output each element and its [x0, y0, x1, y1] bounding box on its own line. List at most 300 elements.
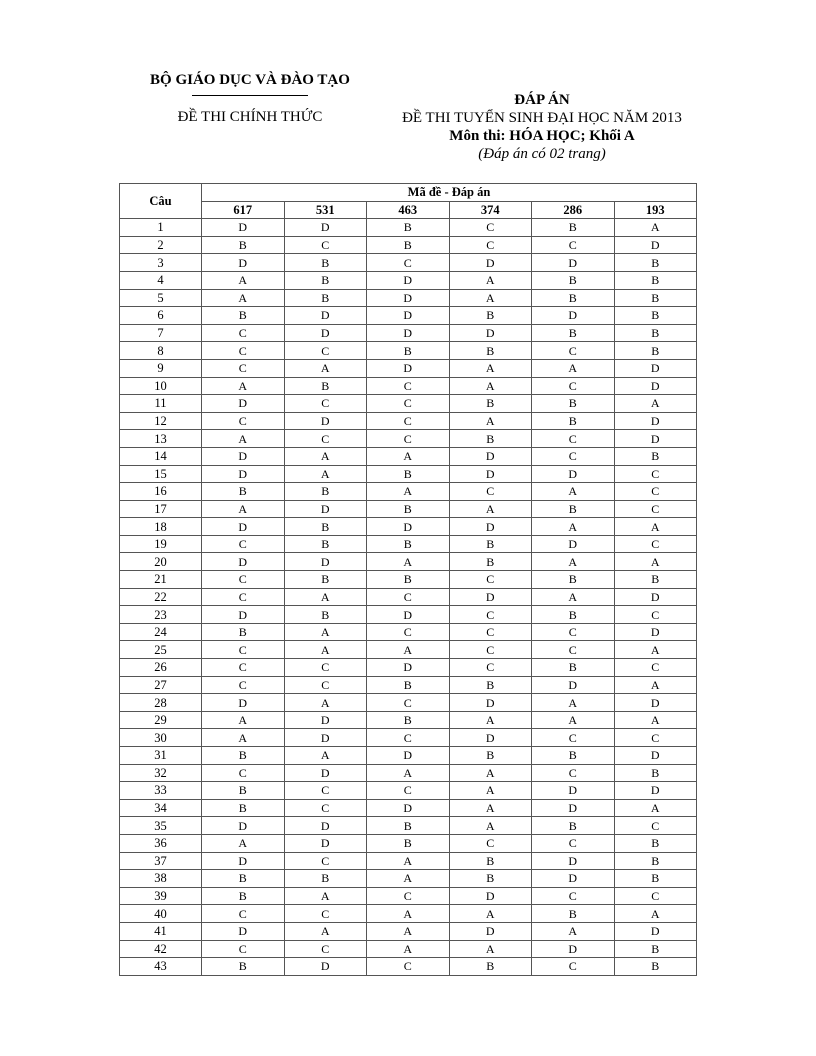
answer-cell: B — [202, 623, 285, 641]
question-column-header: Câu — [120, 184, 202, 219]
answer-cell: C — [202, 676, 285, 694]
table-row — [120, 747, 697, 765]
question-number: 11 — [120, 395, 202, 413]
answer-cell: A — [614, 711, 697, 729]
question-number: 28 — [120, 694, 202, 712]
table-row — [120, 342, 697, 360]
question-number: 17 — [120, 500, 202, 518]
answer-cell: B — [532, 659, 615, 677]
answer-cell: C — [202, 764, 285, 782]
answer-cell: D — [284, 307, 367, 325]
answer-cell: B — [202, 887, 285, 905]
table-row — [120, 307, 697, 325]
answer-cell: D — [284, 219, 367, 237]
table-row — [120, 430, 697, 448]
question-number: 25 — [120, 641, 202, 659]
answer-cell: B — [367, 500, 450, 518]
exam-code-header: 617 — [202, 201, 285, 219]
answer-cell: D — [202, 465, 285, 483]
answer-cell: B — [367, 817, 450, 835]
question-number: 1 — [120, 219, 202, 237]
answer-cell: C — [202, 940, 285, 958]
table-row — [120, 447, 697, 465]
answer-cell: C — [284, 342, 367, 360]
answer-cell: B — [284, 518, 367, 536]
question-number: 10 — [120, 377, 202, 395]
table-row — [120, 659, 697, 677]
answer-cell: C — [202, 588, 285, 606]
table-row — [120, 641, 697, 659]
answer-cell: A — [367, 483, 450, 501]
answer-cell: A — [614, 518, 697, 536]
question-number: 42 — [120, 940, 202, 958]
answer-cell: B — [614, 271, 697, 289]
question-number: 26 — [120, 659, 202, 677]
table-row — [120, 395, 697, 413]
answer-key-heading — [382, 91, 702, 163]
answer-cell: D — [367, 799, 450, 817]
answer-cell: C — [284, 430, 367, 448]
question-number: 20 — [120, 553, 202, 571]
answer-cell: C — [449, 641, 532, 659]
answer-cell: A — [284, 694, 367, 712]
question-number: 13 — [120, 430, 202, 448]
question-number: 21 — [120, 571, 202, 589]
question-number: 8 — [120, 342, 202, 360]
answer-cell: B — [614, 254, 697, 272]
table-row — [120, 870, 697, 888]
answer-cell: D — [202, 219, 285, 237]
answer-cell: C — [532, 623, 615, 641]
answer-cell: C — [532, 377, 615, 395]
table-row — [120, 535, 697, 553]
answer-cell: D — [449, 887, 532, 905]
answer-cell: A — [367, 922, 450, 940]
answer-cell: C — [284, 940, 367, 958]
answer-cell: A — [367, 641, 450, 659]
answer-cell: D — [202, 606, 285, 624]
table-row — [120, 377, 697, 395]
table-row — [120, 729, 697, 747]
answer-cell: C — [614, 465, 697, 483]
answer-cell: D — [284, 729, 367, 747]
answer-cell: A — [202, 500, 285, 518]
answer-cell: C — [202, 535, 285, 553]
answer-cell: B — [449, 553, 532, 571]
answer-cell: D — [614, 922, 697, 940]
answer-cell: B — [367, 676, 450, 694]
table-row — [120, 219, 697, 237]
question-number: 40 — [120, 905, 202, 923]
answer-cell: A — [284, 747, 367, 765]
table-row — [120, 606, 697, 624]
table-row — [120, 623, 697, 641]
answer-cell: B — [449, 852, 532, 870]
answer-cell: D — [284, 500, 367, 518]
question-number: 34 — [120, 799, 202, 817]
question-number: 37 — [120, 852, 202, 870]
answer-cell: D — [532, 799, 615, 817]
answer-cell: C — [284, 799, 367, 817]
answer-cell: A — [614, 676, 697, 694]
question-number: 14 — [120, 447, 202, 465]
answer-cell: C — [367, 729, 450, 747]
answer-cell: B — [532, 412, 615, 430]
answer-cell: D — [367, 307, 450, 325]
answer-cell: D — [284, 553, 367, 571]
table-row — [120, 359, 697, 377]
answer-cell: D — [449, 922, 532, 940]
answer-cell: D — [614, 782, 697, 800]
answer-cell: A — [449, 412, 532, 430]
answer-cell: D — [614, 588, 697, 606]
answer-cell: D — [449, 254, 532, 272]
question-number: 38 — [120, 870, 202, 888]
answer-cell: C — [614, 606, 697, 624]
question-number: 36 — [120, 834, 202, 852]
answer-cell: A — [614, 641, 697, 659]
question-number: 5 — [120, 289, 202, 307]
answer-cell: D — [202, 254, 285, 272]
answer-cell: B — [202, 799, 285, 817]
answer-cell: B — [449, 870, 532, 888]
answer-cell: D — [449, 729, 532, 747]
answer-cell: B — [284, 535, 367, 553]
table-row — [120, 500, 697, 518]
answer-cell: D — [532, 465, 615, 483]
answer-cell: B — [614, 324, 697, 342]
table-row — [120, 289, 697, 307]
question-number: 35 — [120, 817, 202, 835]
answer-cell: C — [284, 676, 367, 694]
answer-cell: B — [202, 307, 285, 325]
page-count-note: (Đáp án có 02 trang) — [478, 146, 606, 162]
table-row — [120, 958, 697, 976]
ministry-underline — [192, 95, 308, 96]
answer-cell: B — [532, 606, 615, 624]
table-header-row — [120, 184, 697, 202]
answer-cell: C — [367, 377, 450, 395]
answer-cell: C — [532, 430, 615, 448]
answer-cell: A — [532, 518, 615, 536]
answer-cell: C — [284, 395, 367, 413]
answer-cell: B — [532, 500, 615, 518]
answer-cell: D — [614, 694, 697, 712]
table-row — [120, 588, 697, 606]
answer-cell: C — [449, 606, 532, 624]
answer-cell: B — [367, 571, 450, 589]
answer-cell: B — [532, 324, 615, 342]
answer-cell: B — [449, 676, 532, 694]
table-row — [120, 571, 697, 589]
answer-cell: C — [449, 659, 532, 677]
answer-cell: A — [532, 483, 615, 501]
answer-cell: C — [614, 500, 697, 518]
answer-cell: A — [449, 289, 532, 307]
answer-cell: B — [202, 870, 285, 888]
table-row — [120, 940, 697, 958]
answer-cell: C — [449, 236, 532, 254]
answer-cell: B — [614, 571, 697, 589]
question-number: 33 — [120, 782, 202, 800]
question-number: 6 — [120, 307, 202, 325]
answer-cell: A — [614, 553, 697, 571]
answer-cell: B — [284, 606, 367, 624]
answer-cell: D — [449, 588, 532, 606]
table-row — [120, 764, 697, 782]
answer-cell: D — [532, 535, 615, 553]
exam-code-header: 374 — [449, 201, 532, 219]
question-number: 7 — [120, 324, 202, 342]
answer-cell: C — [367, 958, 450, 976]
answer-cell: C — [614, 659, 697, 677]
answer-cell: C — [202, 412, 285, 430]
answer-cell: D — [202, 852, 285, 870]
answer-cell: C — [367, 395, 450, 413]
answer-cell: C — [202, 659, 285, 677]
answer-cell: D — [284, 764, 367, 782]
question-number: 9 — [120, 359, 202, 377]
answer-cell: B — [532, 219, 615, 237]
answer-cell: D — [367, 659, 450, 677]
answer-cell: B — [202, 236, 285, 254]
answer-cell: A — [202, 289, 285, 307]
answer-cell: D — [532, 782, 615, 800]
question-number: 32 — [120, 764, 202, 782]
answer-cell: A — [202, 271, 285, 289]
table-row — [120, 676, 697, 694]
answer-cell: A — [202, 729, 285, 747]
answer-cell: C — [202, 641, 285, 659]
answer-cell: B — [367, 342, 450, 360]
answer-cell: A — [449, 940, 532, 958]
answer-cell: A — [367, 553, 450, 571]
answer-cell: A — [449, 711, 532, 729]
answer-cell: A — [284, 465, 367, 483]
table-row — [120, 553, 697, 571]
answer-cell: D — [202, 553, 285, 571]
answer-cell: D — [202, 518, 285, 536]
answer-cell: B — [532, 905, 615, 923]
answer-cell: C — [532, 958, 615, 976]
question-number: 2 — [120, 236, 202, 254]
answer-cell: B — [614, 307, 697, 325]
answer-cell: D — [614, 430, 697, 448]
answer-cell: B — [614, 958, 697, 976]
answer-cell: A — [449, 500, 532, 518]
answer-cell: A — [449, 271, 532, 289]
table-row — [120, 852, 697, 870]
answer-cell: D — [614, 623, 697, 641]
answer-cell: A — [284, 588, 367, 606]
answer-cell: B — [532, 395, 615, 413]
answer-cell: D — [284, 324, 367, 342]
answer-cell: B — [284, 483, 367, 501]
answer-cell: C — [367, 430, 450, 448]
answer-cell: C — [449, 623, 532, 641]
table-row — [120, 711, 697, 729]
answer-cell: D — [532, 852, 615, 870]
answer-cell: B — [532, 289, 615, 307]
table-row — [120, 518, 697, 536]
table-row — [120, 412, 697, 430]
answer-cell: B — [614, 342, 697, 360]
answer-cell: A — [532, 922, 615, 940]
answer-cell: C — [532, 342, 615, 360]
question-number: 12 — [120, 412, 202, 430]
answer-cell: A — [202, 834, 285, 852]
question-number: 4 — [120, 271, 202, 289]
answer-cell: C — [202, 571, 285, 589]
answer-cell: D — [449, 324, 532, 342]
table-row — [120, 465, 697, 483]
answer-cell: D — [532, 676, 615, 694]
official-exam-label: ĐỀ THI CHÍNH THỨC — [177, 109, 323, 125]
answer-cell: C — [367, 887, 450, 905]
answer-cell: B — [367, 236, 450, 254]
answer-cell: A — [449, 799, 532, 817]
answer-cell: C — [532, 887, 615, 905]
answer-cell: D — [367, 289, 450, 307]
answer-cell: C — [532, 236, 615, 254]
answer-cell: B — [202, 958, 285, 976]
answer-key-table — [119, 183, 697, 976]
answer-cell: A — [367, 764, 450, 782]
table-row — [120, 834, 697, 852]
answer-cell: C — [614, 729, 697, 747]
question-number: 23 — [120, 606, 202, 624]
answer-cell: C — [284, 659, 367, 677]
ministry-name: BỘ GIÁO DỤC VÀ ĐÀO TẠO — [150, 72, 350, 88]
answer-cell: A — [367, 852, 450, 870]
answer-cell: A — [449, 905, 532, 923]
answer-cell: C — [202, 905, 285, 923]
answer-cell: B — [202, 483, 285, 501]
question-number: 43 — [120, 958, 202, 976]
answer-cell: D — [614, 359, 697, 377]
answer-cell: D — [284, 711, 367, 729]
answer-cell: C — [532, 729, 615, 747]
answer-cell: C — [614, 817, 697, 835]
answer-cell: B — [367, 834, 450, 852]
answer-cell: D — [614, 377, 697, 395]
answer-cell: B — [202, 782, 285, 800]
question-number: 31 — [120, 747, 202, 765]
answer-cell: A — [284, 887, 367, 905]
answer-cell: B — [614, 870, 697, 888]
table-row — [120, 271, 697, 289]
answer-cell: C — [532, 447, 615, 465]
answer-cell: D — [367, 324, 450, 342]
answer-cell: B — [532, 571, 615, 589]
answer-cell: B — [367, 535, 450, 553]
answer-cell: B — [449, 535, 532, 553]
answer-cell: D — [202, 447, 285, 465]
answer-cell: C — [532, 641, 615, 659]
answer-cell: D — [449, 694, 532, 712]
answer-cell: B — [284, 870, 367, 888]
answer-cell: A — [614, 395, 697, 413]
answer-cell: A — [284, 447, 367, 465]
exam-subject: Môn thi: HÓA HỌC; Khối A — [449, 128, 635, 144]
answer-cell: B — [614, 764, 697, 782]
answer-cell: D — [532, 870, 615, 888]
answer-cell: C — [284, 236, 367, 254]
answer-cell: A — [614, 219, 697, 237]
answer-cell: C — [449, 483, 532, 501]
answer-cell: D — [202, 694, 285, 712]
exam-code-header: 193 — [614, 201, 697, 219]
answer-cell: C — [532, 764, 615, 782]
answer-cell: A — [202, 430, 285, 448]
answer-cell: B — [614, 852, 697, 870]
answer-cell: B — [284, 377, 367, 395]
answer-cell: A — [449, 817, 532, 835]
answer-cell: B — [532, 817, 615, 835]
table-row — [120, 799, 697, 817]
answer-cell: C — [202, 359, 285, 377]
answer-cell: D — [202, 395, 285, 413]
answer-cell: C — [532, 834, 615, 852]
answer-cell: B — [614, 289, 697, 307]
exam-code-header: 531 — [284, 201, 367, 219]
answer-cell: A — [449, 377, 532, 395]
answer-cell: D — [614, 412, 697, 430]
answer-cell: B — [614, 940, 697, 958]
answer-cell: B — [449, 958, 532, 976]
answer-cell: D — [532, 307, 615, 325]
answer-cell: B — [367, 711, 450, 729]
answer-cell: B — [449, 747, 532, 765]
answer-cell: B — [367, 219, 450, 237]
answer-cell: D — [202, 922, 285, 940]
table-row — [120, 922, 697, 940]
answer-cell: A — [202, 377, 285, 395]
answer-cell: B — [284, 254, 367, 272]
answer-cell: C — [284, 905, 367, 923]
answer-cell: D — [367, 271, 450, 289]
question-number: 22 — [120, 588, 202, 606]
answer-cell: A — [449, 359, 532, 377]
answer-cell: A — [284, 641, 367, 659]
answer-cell: C — [449, 571, 532, 589]
answer-key-title: ĐÁP ÁN — [514, 92, 570, 108]
question-number: 24 — [120, 623, 202, 641]
answer-cell: D — [367, 359, 450, 377]
answer-cell: D — [202, 817, 285, 835]
table-row — [120, 694, 697, 712]
answer-cell: C — [614, 535, 697, 553]
answer-cell: A — [367, 905, 450, 923]
answer-cell: C — [367, 694, 450, 712]
answer-cell: A — [367, 447, 450, 465]
answer-cell: C — [614, 887, 697, 905]
answer-cell: D — [449, 518, 532, 536]
answer-cell: D — [532, 940, 615, 958]
question-number: 15 — [120, 465, 202, 483]
answer-cell: C — [367, 782, 450, 800]
answer-cell: B — [532, 747, 615, 765]
answer-cell: B — [284, 571, 367, 589]
answer-cell: C — [284, 852, 367, 870]
exam-codes-row — [120, 201, 697, 219]
table-row — [120, 905, 697, 923]
answer-cell: D — [367, 606, 450, 624]
answer-cell: B — [532, 271, 615, 289]
table-row — [120, 483, 697, 501]
answer-cell: A — [614, 799, 697, 817]
answer-cell: D — [367, 747, 450, 765]
